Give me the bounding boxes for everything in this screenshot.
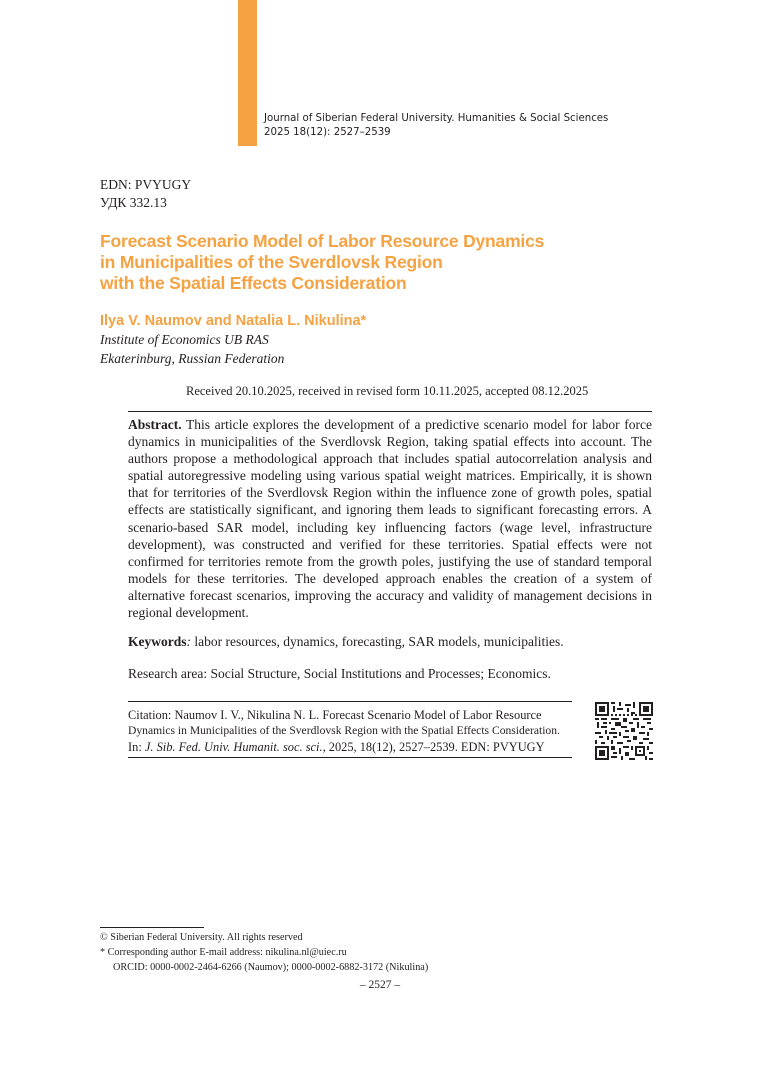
article-title xyxy=(100,231,620,294)
abstract-top-rule xyxy=(128,411,652,412)
keywords-colon: : xyxy=(186,634,191,649)
keywords xyxy=(128,633,652,650)
footnotes xyxy=(100,930,428,975)
title-line: Forecast Scenario Model of Labor Resource Dynamics xyxy=(100,231,545,251)
edn-code: EDN: PVYUGY xyxy=(100,177,192,192)
citation-line: Dynamics in Municipalities of the Sverdlovsk Region with the Spatial Effects Consideration. xyxy=(128,724,560,737)
citation-bottom-rule xyxy=(128,757,572,758)
udk-code: УДК 332.13 xyxy=(100,195,167,210)
citation-prefix: In: xyxy=(128,740,145,754)
citation-line xyxy=(128,739,578,755)
abstract-label: Abstract. xyxy=(128,417,182,432)
citation-top-rule xyxy=(128,701,572,702)
received-dates: Received 20.10.2025, received in revised form 10.11.2025, accepted 08.12.2025 xyxy=(186,384,589,398)
keywords-text: labor resources, dynamics, forecasting, SAR models, municipalities. xyxy=(191,634,564,649)
journal-accent-bar xyxy=(238,0,257,146)
journal-name: Journal of Siberian Federal University. Humanities & Social Sciences xyxy=(264,113,609,124)
abstract-text: This article explores the development of a predictive scenario model for labor force dynamics in municipalities of the Sverdlovsk Region, taking spatial effects into account. The authors propose a methodological approach that includes spatial autocorrelation analysis and spatial autoregressive modeling using various spatial weight matrices. Empirically, it is shown that for territories of the Sverdlovsk Region within the influence zone of growth poles, spatial effects are statistically significant, and ignoring them leads to significant forecasting errors. A scenario-based SAR model, including key influencing factors (wage level, infrastructure development), was constructed and verified for these territories. Spatial effects were not confirmed for territories remote from the growth poles, justifying the use of standard temporal models for these territories. The developed approach enables the creation of a system of alternative forecast scenarios, improving the accuracy and validity of management decisions in regional development. xyxy=(128,417,652,621)
orcid-note: ORCID: 0000-0002-2464-6266 (Naumov); 0000-0002-6882-3172 (Nikulina) xyxy=(113,962,429,973)
title-line: in Municipalities of the Sverdlovsk Region xyxy=(100,252,443,272)
institute-city: Ekaterinburg, Russian Federation xyxy=(100,351,285,366)
affiliation xyxy=(100,330,284,368)
citation xyxy=(128,707,578,755)
page-number: – 2527 – xyxy=(359,979,401,991)
citation-line: Citation: Naumov I. V., Nikulina N. L. Forecast Scenario Model of Labor Resource xyxy=(128,708,542,722)
abstract xyxy=(128,416,652,621)
copyright-note: © Siberian Federal University. All rights reserved xyxy=(100,932,303,943)
qr-code-icon[interactable] xyxy=(595,702,653,760)
title-line: with the Spatial Effects Consideration xyxy=(100,273,407,293)
keywords-label: Keywords xyxy=(128,634,187,649)
footnote-rule xyxy=(100,927,204,928)
institute-name: Institute of Economics UB RAS xyxy=(100,332,269,347)
journal-issue: 2025 18(12): 2527–2539 xyxy=(264,127,391,138)
journal-header xyxy=(264,112,634,140)
identifiers xyxy=(100,176,191,212)
corresponding-author-note: * Corresponding author E-mail address: nikulina.nl@uiec.ru xyxy=(100,947,347,958)
authors: Ilya V. Naumov and Natalia L. Nikulina* xyxy=(100,313,367,329)
citation-journal: J. Sib. Fed. Univ. Humanit. soc. sci. xyxy=(144,740,323,754)
citation-suffix: , 2025, 18(12), 2527–2539. EDN: PVYUGY xyxy=(322,740,545,754)
research-area: Research area: Social Structure, Social Institutions and Processes; Economics. xyxy=(128,666,551,681)
